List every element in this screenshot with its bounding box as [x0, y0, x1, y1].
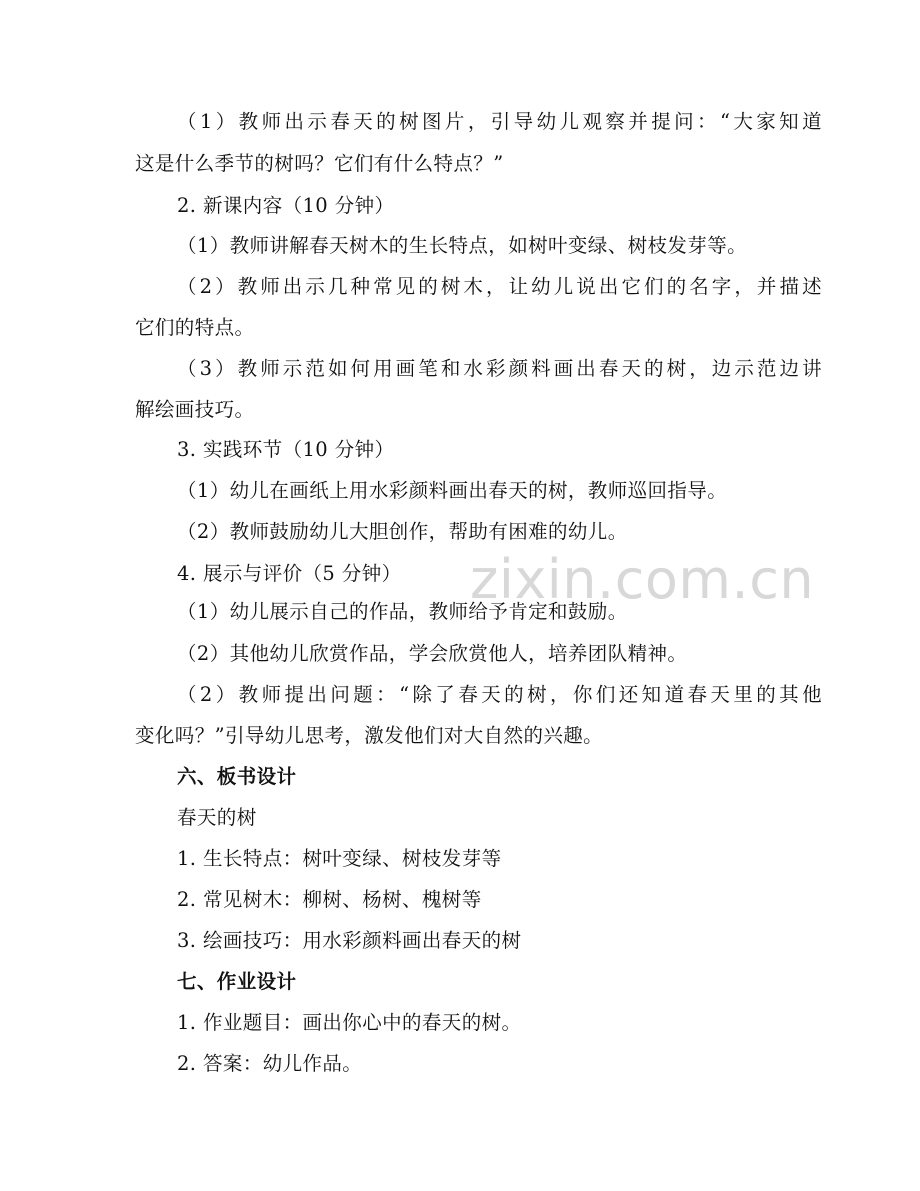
paragraph-line: （2）教师鼓励幼儿大胆创作，帮助有困难的幼儿。 — [177, 520, 628, 543]
section-title: 六、板书设计 — [177, 765, 297, 788]
paragraph-line: （1）教师讲解春天树木的生长特点，如树叶变绿、树枝发芽等。 — [177, 234, 748, 257]
paragraph-line: （2）其他幼儿欣赏作品，学会欣赏他人，培养团队精神。 — [177, 642, 688, 665]
paragraph-line: 变化吗？”引导幼儿思考，激发他们对大自然的兴趣。 — [135, 724, 604, 747]
section-heading-line: 2. 新课内容（10 分钟） — [177, 194, 395, 217]
list-item: 2. 答案：幼儿作品。 — [177, 1052, 363, 1075]
list-item: 1. 生长特点：树叶变绿、树枝发芽等 — [177, 847, 502, 870]
list-item: 1. 作业题目：画出你心中的春天的树。 — [177, 1011, 522, 1034]
paragraph-line: 春天的树 — [177, 806, 257, 829]
paragraph-line: （2）教师出示几种常见的树木，让幼儿说出它们的名字，并描述 — [177, 275, 822, 298]
paragraph-line: 解绘画技巧。 — [135, 398, 255, 421]
paragraph-line: 这是什么季节的树吗？它们有什么特点？” — [135, 152, 504, 175]
list-item: 2. 常见树木：柳树、杨树、槐树等 — [177, 888, 482, 911]
paragraph-line: 它们的特点。 — [135, 316, 255, 339]
paragraph-line: （2）教师提出问题：“除了春天的树，你们还知道春天里的其他 — [177, 683, 822, 706]
paragraph-line: （3）教师示范如何用画笔和水彩颜料画出春天的树，边示范边讲 — [177, 357, 822, 380]
section-heading-line: 3. 实践环节（10 分钟） — [177, 438, 395, 461]
paragraph-line: （1）幼儿在画纸上用水彩颜料画出春天的树，教师巡回指导。 — [177, 479, 728, 502]
section-heading-line: 4. 展示与评价（5 分钟） — [177, 562, 402, 585]
section-title: 七、作业设计 — [177, 970, 297, 993]
list-item: 3. 绘画技巧：用水彩颜料画出春天的树 — [177, 929, 522, 952]
watermark: zixin.com.cn — [470, 548, 815, 611]
paragraph-line: （1）教师出示春天的树图片，引导幼儿观察并提问：“大家知道 — [177, 110, 822, 133]
paragraph-line: （1）幼儿展示自己的作品，教师给予肯定和鼓励。 — [177, 600, 628, 623]
